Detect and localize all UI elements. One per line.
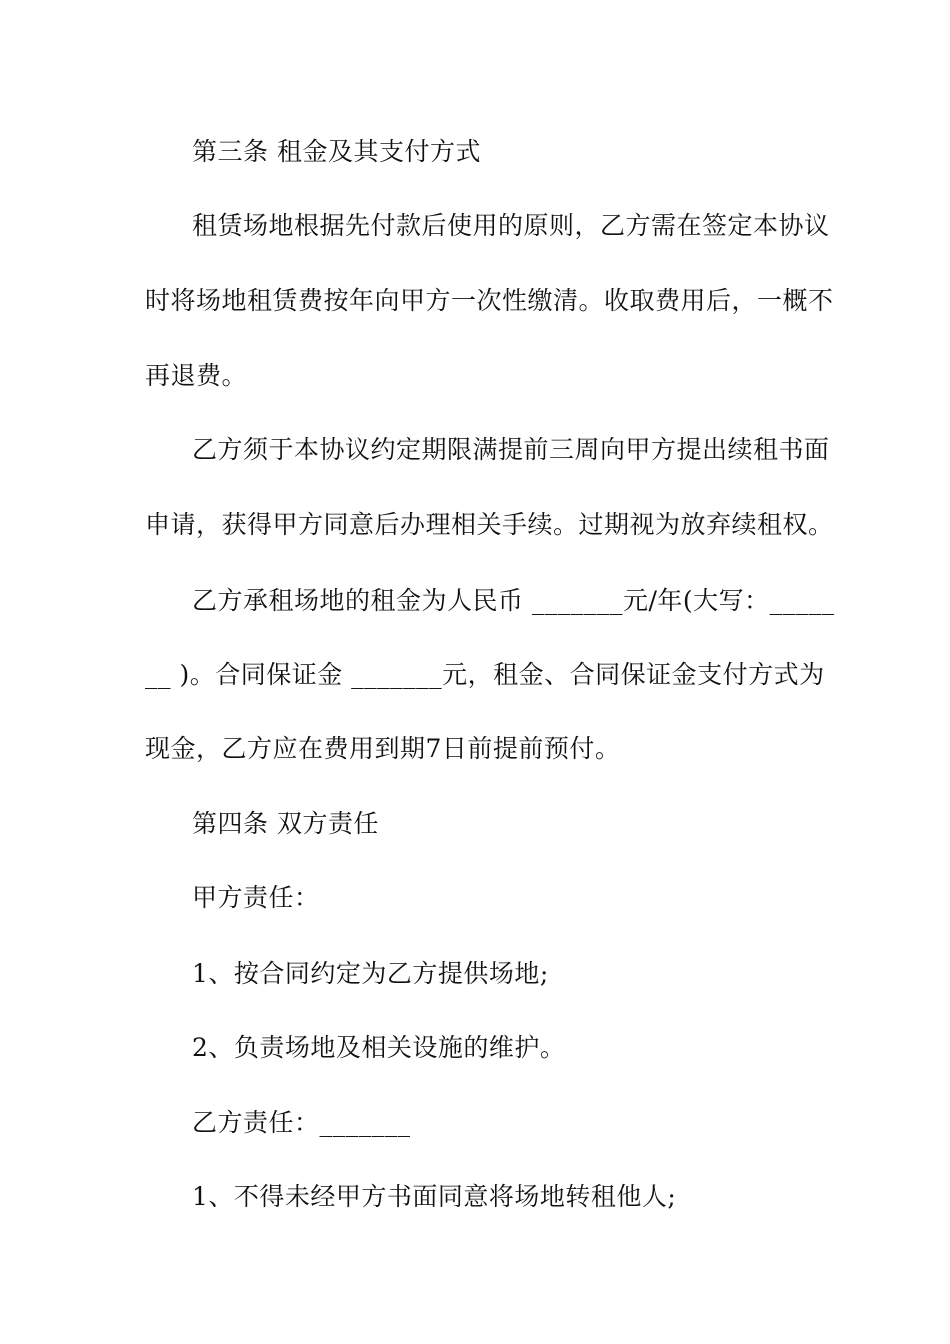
paragraph-line: 乙方须于本协议约定期限满提前三周向甲方提出续租书面 (192, 435, 830, 464)
paragraph-line: 申请，获得甲方同意后办理相关手续。过期视为放弃续租权。 (145, 510, 834, 539)
paragraph-line: __ )。合同保证金 _______元，租金、合同保证金支付方式为 (145, 660, 825, 689)
article-3-heading: 第三条 租金及其支付方式 (192, 137, 481, 166)
paragraph-line: 现金，乙方应在费用到期7日前提前预付。 (145, 734, 621, 763)
paragraph-line: 时将场地租赁费按年向甲方一次性缴清。收取费用后，一概不 (145, 286, 834, 315)
list-item: 1、不得未经甲方书面同意将场地转租他人; (192, 1182, 677, 1211)
party-b-responsibility-heading: 乙方责任：_______ (192, 1108, 411, 1137)
article-4-heading: 第四条 双方责任 (192, 809, 379, 838)
paragraph-line: 租赁场地根据先付款后使用的原则，乙方需在签定本协议 (192, 211, 830, 240)
list-item: 1、按合同约定为乙方提供场地; (192, 959, 549, 988)
paragraph-line: 乙方承租场地的租金为人民币 _______元/年(大写：_____ (192, 586, 835, 615)
party-a-responsibility-heading: 甲方责任： (192, 883, 320, 912)
list-item: 2、负责场地及相关设施的维护。 (192, 1033, 566, 1062)
paragraph-line: 再退费。 (145, 361, 248, 390)
